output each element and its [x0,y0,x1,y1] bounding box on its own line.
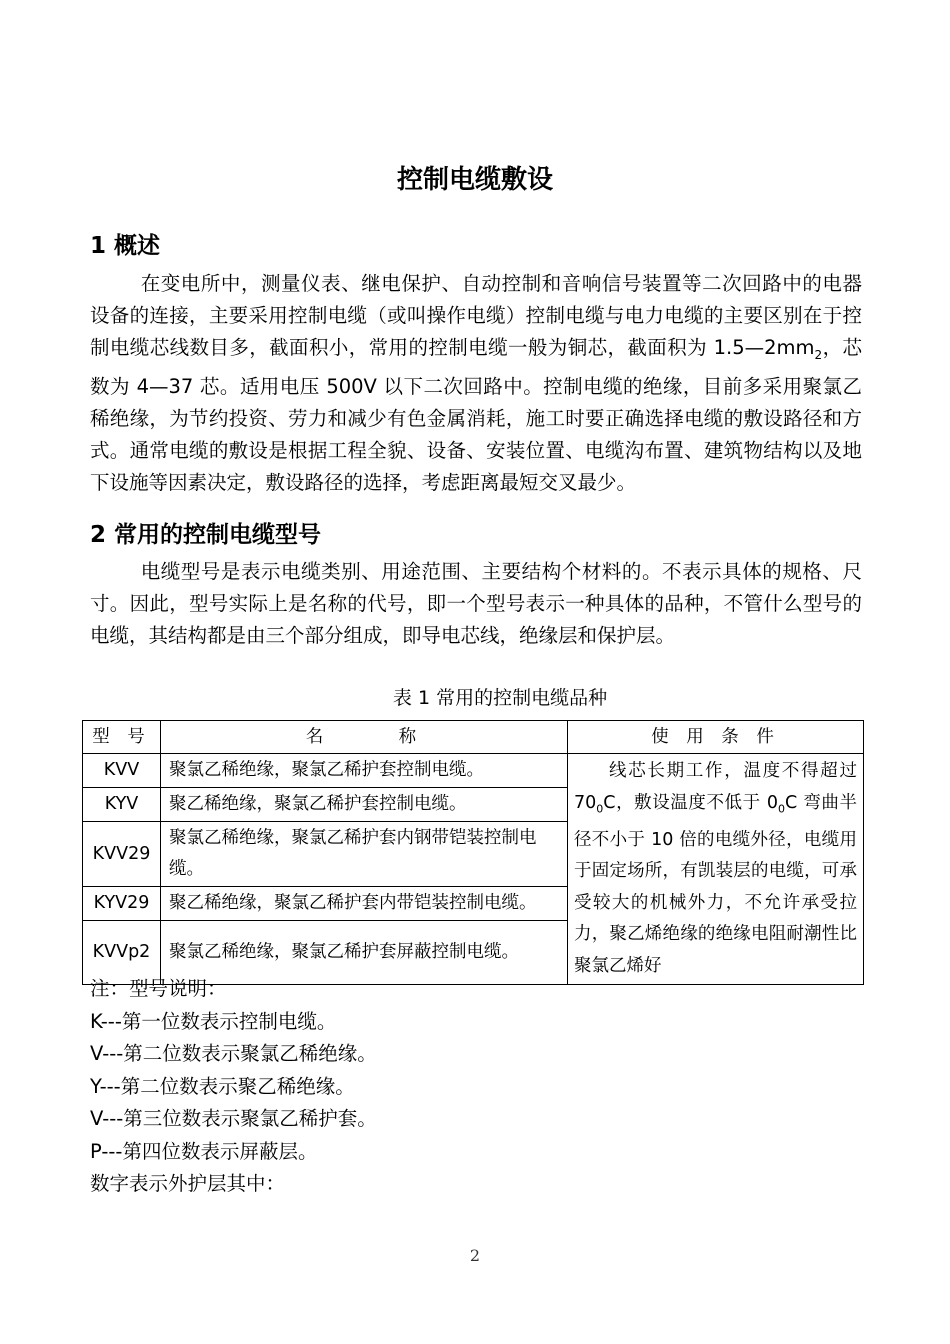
header-conditions: 使 用 条 件 [568,721,864,754]
table-caption: 表 1 常用的控制电缆品种 [392,687,608,709]
condition-text-b: C，敷设温度不低于 0 [603,792,778,813]
cable-types-table [82,720,864,985]
model-cell: KVV [83,754,161,788]
note-line: P---第四位数表示屏蔽层。 [90,1139,318,1163]
condition-subscript-2: 0 [777,802,785,815]
name-cell: 聚氯乙稀绝缘，聚氯乙稀护套控制电缆。 [161,754,568,788]
name-cell: 聚氯乙稀绝缘，聚氯乙稀护套屏蔽控制电缆。 [161,921,568,985]
section-2-heading: 2 常用的控制电缆型号 [90,522,322,548]
section-1-subscript: 2 [814,347,823,362]
name-cell: 聚氯乙稀绝缘，聚氯乙稀护套内钢带铠装控制电缆。 [161,822,568,887]
section-1-text-cont: ，芯数为 4—37 芯。适用电压 500V 以下二次回路中。控制电缆的绝缘，目前多采用聚氯乙稀绝缘，为节约投资、劳力和减少有色金属消耗，施工时要正确选择电缆的敷设路径和方式。通常电缆的敷设是根据工程全貌、设备、安装位置、电缆沟布置、建筑物结构以及地下设施等因素决定，敷设路径的选择，考虑距离最短交叉最少。 [90,336,862,494]
model-cell: KYV29 [83,887,161,921]
section-1-heading: 1 概述 [90,233,161,259]
model-cell: KVVp2 [83,921,161,985]
table-header-row [83,721,864,754]
conditions-cell [568,754,864,985]
name-cell: 聚乙稀绝缘，聚氯乙稀护套内带铠装控制电缆。 [161,887,568,921]
condition-text-a: 线芯长期工作，温度不得超过 70 [574,761,857,813]
section-1-paragraph [90,268,862,499]
model-cell: KYV [83,788,161,822]
page-title: 控制电缆敷设 [396,165,553,195]
name-cell: 聚乙稀绝缘，聚氯乙稀护套控制电缆。 [161,788,568,822]
note-line: V---第三位数表示聚氯乙稀护套。 [90,1107,377,1130]
table-row [83,754,864,788]
note-line: V---第二位数表示聚氯乙稀绝缘。 [90,1042,377,1065]
note-line: 数字表示外护层其中： [90,1172,286,1195]
note-line: K---第一位数表示控制电缆。 [90,1009,337,1033]
model-cell: KVV29 [83,822,161,887]
header-name: 名 称 [161,721,568,754]
section-2-text: 电缆型号是表示电缆类别、用途范围、主要结构个材料的。不表示具体的规格、尺寸。因此，型号实际上是名称的代号，即一个型号表示一种具体的品种，不管什么型号的电缆，其结构都是由三个部分组成，即导电芯线，绝缘层和保护层。 [90,560,862,647]
section-2-paragraph [90,556,862,652]
note-line: 注：型号说明： [90,977,227,1000]
page-number: 2 [469,1246,481,1265]
header-model: 型 号 [83,721,161,754]
note-line: Y---第二位数表示聚乙稀绝缘。 [90,1074,355,1098]
section-1-text: 在变电所中，测量仪表、继电保护、自动控制和音响信号装置等二次回路中的电器设备的连接，主要采用控制电缆（或叫操作电缆）控制电缆与电力电缆的主要区别在于控制电缆芯线数目多，截面积小，常用的控制电缆一般为铜芯，截面积为 1.5—2mm [90,272,862,359]
condition-subscript-1: 0 [596,802,604,815]
condition-text-c: C 弯曲半径不小于 10 倍的电缆外径，电缆用于固定场所，有凯装层的电缆，可承受较大的机械外力，不允许承受拉力，聚乙烯绝缘的绝缘电阻耐潮性比聚氯乙烯好 [574,792,857,976]
model-notes [90,973,862,1201]
